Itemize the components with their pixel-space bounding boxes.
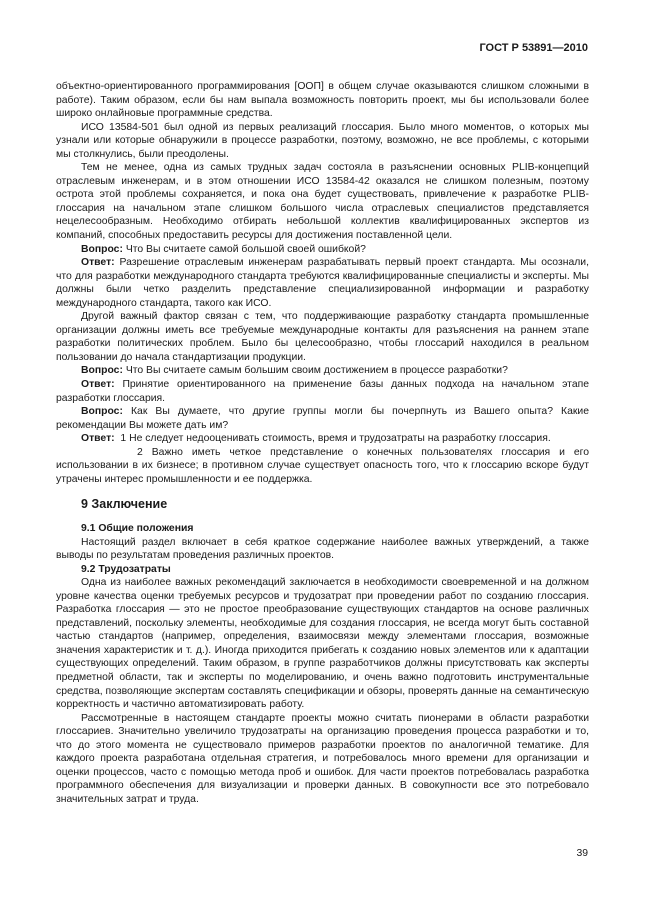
page-content [56,80,589,806]
answer-3-item-2: 2 Важно иметь четкое представление о конечных пользователях глоссария и его использовании в их бизнесе; в противном случае существует опасность того, что к глоссарию вскоре будут утрачены интерес промышленности и ее поддержка. [56,446,589,485]
document-header: ГОСТ Р 53891—2010 [479,42,588,54]
answer-text: Принятие ориентированного на применение базы данных подхода на начальном этапе разработки глоссария. [56,379,590,404]
subsection-heading: 9.1 Общие положения [81,522,194,534]
question-text: Что Вы считаете самой большой своей ошибкой? [125,243,366,255]
question-label: Вопрос: [81,365,123,377]
answer-label: Ответ: [81,257,115,269]
question-1 [56,243,589,257]
answer-2 [56,378,589,405]
section-heading: 9 Заключение [81,497,168,512]
answer-3 [56,432,589,486]
paragraph: ИСО 13584-501 был одной из первых реализаций глоссария. Было много моментов, о которых мы узнали или которые обнаружили в процессе разработки, поэтому, возможно, не все проблемы, с которыми мы столкнулись, были преодолены. [56,121,589,160]
paragraph: Рассмотренные в настоящем стандарте проекты можно считать пионерами в области разработки глоссариев. Значительно увеличило трудозатраты на организацию проведения процесса разработки и то, что до этого момента не существовало примеров разработки проектов по аналогичной тематике. Для каждого проекта разработана отдельная стратегия, и потребовалось много времени для организации и оценки процессов, часто с помощью метода проб и ошибок. Для части проектов потребовалась разработка программного обеспечения для визуализации и проверки данных. В совокупности все это потребовало значительных затрат и труда. [56,712,589,805]
paragraph: Другой важный фактор связан с тем, что поддерживающие разработку стандарта промышленные организации должны иметь все требуемые международные контакты для разъяснения на раннем этапе разработки политических проблем. Было бы целесообразно, чтобы глоссарий находился в реальном пользовании до начала стандартизации продукции. [56,311,589,363]
paragraph: Одна из наиболее важных рекомендаций заключается в необходимости своевременной и на должном уровне качества оценки требуемых ресурсов и трудозатрат при проведении работ по созданию глоссария. Разработка глоссария — это не простое преобразование существующих стандартов на основе различных представлений, поскольку элементы, необходимые для создания глоссария, не всегда могут быть составной частью стандартов (например, определения, взаимосвязи между элементами глоссария, возможные значения характеристик и т. д.). Иногда приходится прибегать к созданию новых элементов или к адаптации существующих определений. Таким образом, в группе разработчиков должны присутствовать как эксперты предметной области, так и эксперты по моделированию, и очень важно подготовить инструментальные средства, позволяющие экспертам составлять спецификации и обзоры, проверять данные на семантическую корректность и частично автоматизировать работу. [56,577,589,711]
answer-label: Ответ: [81,379,115,391]
answer-text: Разрешение отраслевым инженерам разрабатывать первый проект стандарта. Мы осознали, что для разработки международного стандарта требуются квалифицированные специалисты и эксперты. Мы должны были четко разделить представление специализированной информации и разработку международного стандарта, такого как ИСО. [56,257,589,309]
subsection-heading: 9.2 Трудозатраты [81,563,171,575]
paragraph: Тем не менее, одна из самых трудных задач состояла в разъяснении основных PLIB-концепций отраслевым инженерам, и в этом отношении ИСО 13584-42 оказался не слишком полезным, поэтому острота этой проблемы сохраняется, и пока она будет существовать, привлечение к разработке PLIB-глоссария на начальном этапе слишком большого числа отраслевых специалистов представляется нецелесообразным. Необходимо отбирать небольшой коллектив квалифицированных экспертов из компаний, способных предоставить ресурсы для достижения поставленной цели. [56,162,589,242]
question-text: Что Вы считаете самым большим своим достижением в процессе разработки? [125,365,508,377]
question-label: Вопрос: [81,406,123,418]
question-3 [56,405,589,432]
question-text: Как Вы думаете, что другие группы могли бы почерпнуть из Вашего опыта? Какие рекомендации Вы можете дать им? [56,406,589,431]
answer-text: 1 Не следует недооценивать стоимость, время и трудозатраты на разработку глоссария. [120,433,551,445]
question-label: Вопрос: [81,243,123,255]
answer-label: Ответ: [81,433,115,445]
paragraph: объектно-ориентированного программирования [ООП] в общем случае оказываются слишком сложными в работе). Таким образом, если бы нам выпала возможность повторить проект, мы бы использовали более широко онлайновые программные средства. [56,81,589,120]
answer-1 [56,256,589,310]
page-number: 39 [576,848,588,859]
question-2 [56,364,589,378]
paragraph: Настоящий раздел включает в себя краткое содержание наиболее важных утверждений, а также выводы по результатам проведения различных проектов. [56,536,589,562]
answer-3-item-1 [56,432,589,446]
